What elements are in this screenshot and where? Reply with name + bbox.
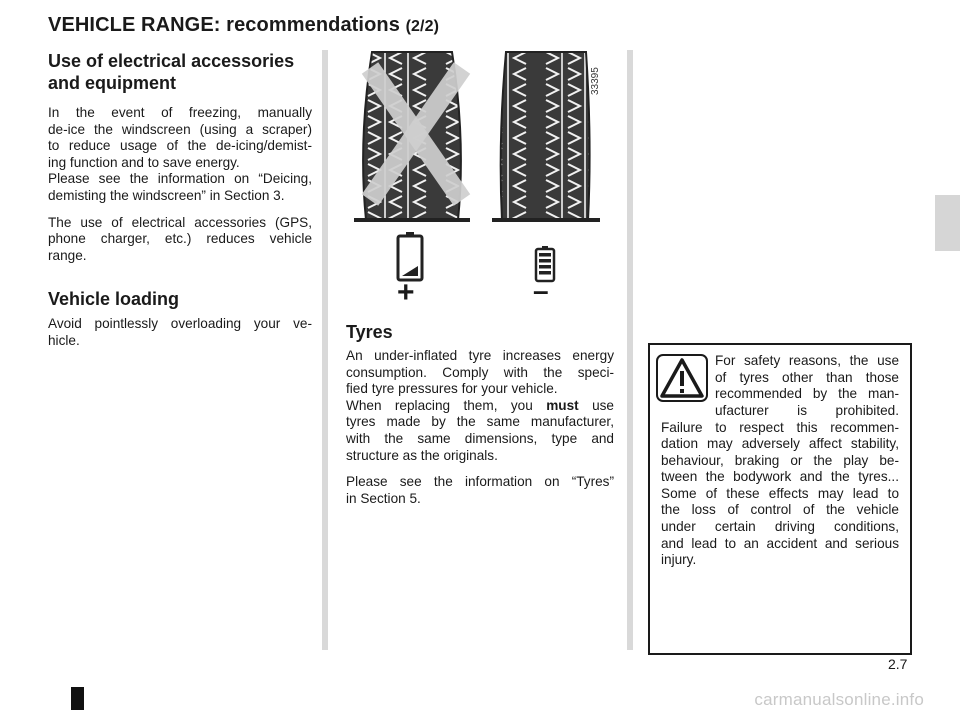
warning-text-body: Failure to respect this recommen- dation may adversely affect stability, behaviour, braking or the play be- tween the bodywork and the tyres... Some of these effects may lead to the loss of control of the vehicle under certain driving conditions, and lead to an accident and serious injury. xyxy=(661,419,899,568)
battery-low-icon xyxy=(398,232,422,280)
image-reference-code: 33395 xyxy=(590,67,601,95)
tyre-battery-illustration xyxy=(340,50,620,310)
page-title-sub: (2/2) xyxy=(405,18,440,35)
tyre-icon xyxy=(492,52,600,222)
section-heading-loading: Vehicle loading xyxy=(48,289,180,310)
section-heading-electrical: Use of electrical accessories and equipment xyxy=(48,51,295,93)
paragraph-accessories: The use of electrical accessories (GPS, phone charger, etc.) reduces vehicle range. xyxy=(48,214,312,263)
paragraph-tyres-reference: Please see the information on “Tyres” in Section 5. xyxy=(346,474,614,506)
page-number: 2.7 xyxy=(888,656,908,672)
paragraph-tyre-pressure: An under-inflated tyre increases energy consumption. Comply with the speci- fied tyre pressures for your vehicle. When replacing them, you must use tyres made by the same manufacturer, with the same dimensions, type and structure as the originals. xyxy=(346,348,614,463)
watermark: carmanualsonline.info xyxy=(754,690,924,709)
paragraph-loading: Avoid pointlessly overloading your ve- hicle. xyxy=(48,316,312,348)
page-title xyxy=(48,14,439,37)
paragraph-freezing: In the event of freezing, manually de-ice the windscreen (using a scraper) to reduce usage of the de-icing/demist- ing function and to save energy. Please see the information on “Deicing, demisting the windscreen” in Section 3. xyxy=(48,105,312,203)
column-divider-right xyxy=(627,50,633,650)
warning-triangle-icon xyxy=(656,354,708,402)
column-divider-left xyxy=(322,50,328,650)
page-title-main: VEHICLE RANGE: recommendations xyxy=(48,14,400,36)
section-heading-tyres: Tyres xyxy=(346,322,393,342)
tyres-section xyxy=(346,321,614,507)
left-column xyxy=(48,50,312,350)
plus-icon: + xyxy=(397,276,415,309)
crossed-out-tyre-icon xyxy=(354,52,470,222)
warning-text-indented: For safety reasons, the use of tyres other than those recommended by the man- ufacturer is prohibited. xyxy=(715,353,899,418)
section-side-tab xyxy=(935,195,960,251)
minus-icon: – xyxy=(533,275,549,306)
